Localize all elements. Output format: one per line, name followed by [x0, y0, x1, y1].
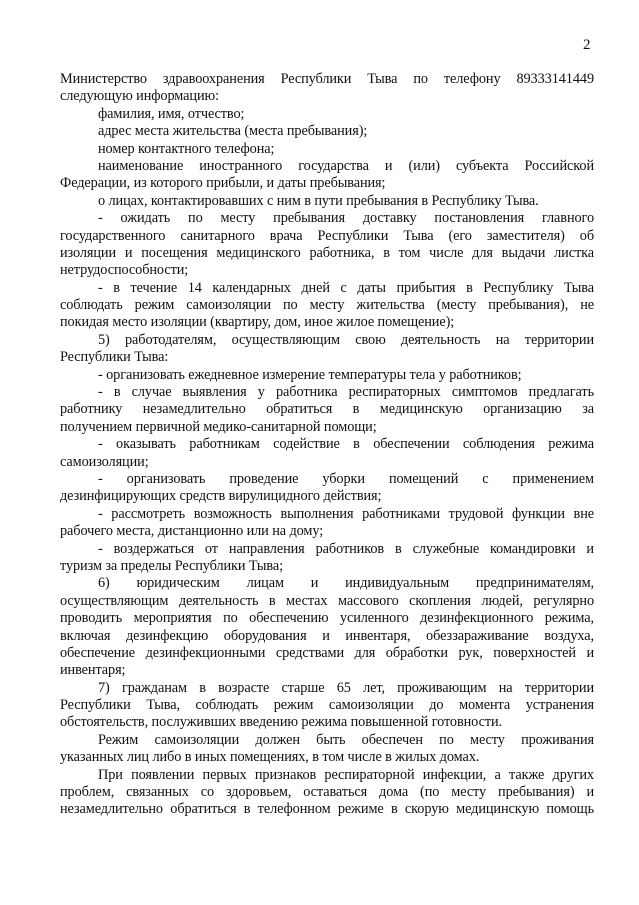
text-line: работнику незамедлительно обратиться в медицинскую организацию за	[60, 401, 594, 418]
text-line: дезинфицирующих средств вирулицидного действия;	[60, 488, 382, 505]
document-body	[60, 71, 594, 819]
text-line: проводить мероприятия по обеспечению усиленного дезинфекционного режима,	[60, 610, 594, 627]
text-line: государственного санитарного врача Республики Тыва (его заместителя) об	[60, 227, 594, 244]
text-line: туризм за пределы Республики Тыва;	[60, 557, 283, 574]
text-line: Режим самоизоляции должен быть обеспечен по месту проживания	[98, 731, 594, 748]
text-line: 7) гражданам в возрасте старше 65 лет, проживающим на территории	[98, 679, 594, 696]
text-line: При появлении первых признаков респираторной инфекции, а также других	[98, 766, 594, 783]
text-line: 6) юридическим лицам и индивидуальным предпринимателям,	[98, 575, 594, 592]
text-line: Республики Тыва:	[60, 349, 169, 366]
text-line: нетрудоспособности;	[60, 262, 189, 279]
text-line: инвентаря;	[60, 662, 126, 679]
text-line: обеспечение дезинфекционными средствами для обработки рук, поверхностей и	[60, 644, 594, 661]
text-line: соблюдать режим самоизоляции по месту жительства (месту пребывания), не	[60, 297, 594, 314]
text-line: 5) работодателям, осуществляющим свою деятельность на территории	[98, 331, 594, 348]
text-line: наименование иностранного государства и (или) субъекта Российской	[98, 157, 594, 174]
text-line: - ожидать по месту пребывания доставку постановления главного	[98, 210, 594, 227]
text-line: рабочего места, дистанционно или на дому;	[60, 523, 324, 540]
text-line: номер контактного телефона;	[98, 140, 275, 157]
text-line: осуществляющим деятельность в местах массового скопления людей, регулярно	[60, 592, 594, 609]
text-line: получением первичной медико-санитарной помощи;	[60, 418, 377, 435]
text-line: адрес места жительства (места пребывания);	[98, 123, 368, 140]
text-line: проблем, связанных со здоровьем, оставаться дома (по месту пребывания) и	[60, 784, 594, 801]
text-line: следующую информацию:	[60, 88, 219, 105]
page-number: 2	[583, 37, 591, 53]
text-line: изоляции и посещения медицинского работника, в том числе для выдачи листка	[60, 244, 594, 261]
text-line: - воздержаться от направления работников в служебные командировки и	[98, 540, 594, 557]
text-line: - в случае выявления у работника респираторных симптомов предлагать	[98, 384, 594, 401]
text-line: - оказывать работникам содействие в обеспечении соблюдения режима	[98, 436, 594, 453]
text-line: Министерство здравоохранения Республики Тыва по телефону 89333141449	[60, 71, 594, 87]
text-line: включая дезинфекцию оборудования и инвентаря, обеззараживание воздуха,	[60, 627, 594, 644]
text-line: указанных лиц либо в иных помещениях, в том числе в жилых домах.	[60, 749, 480, 766]
text-line: обстоятельств, послуживших введению режима повышенной готовности.	[60, 714, 503, 731]
text-line: самоизоляции;	[60, 453, 149, 470]
text-line: о лицах, контактировавших с ним в пути пребывания в Республику Тыва.	[98, 192, 539, 209]
text-line: покидая место изоляции (квартиру, дом, иное жилое помещение);	[60, 314, 455, 331]
text-line: - организовать ежедневное измерение температуры тела у работников;	[98, 366, 522, 383]
text-line: Федерации, из которого прибыли, и даты пребывания;	[60, 175, 386, 192]
text-line: - в течение 14 календарных дней с даты прибытия в Республику Тыва	[98, 279, 594, 296]
text-line: фамилия, имя, отчество;	[98, 105, 245, 122]
text-line: незамедлительно обратиться в телефонном режиме в скорую медицинскую помощь	[60, 801, 594, 818]
text-line: - рассмотреть возможность выполнения работниками трудовой функции вне	[98, 505, 594, 522]
text-line: - организовать проведение уборки помещений с применением	[98, 470, 594, 487]
text-line: Республики Тыва, соблюдать режим самоизоляции до момента устранения	[60, 697, 594, 714]
